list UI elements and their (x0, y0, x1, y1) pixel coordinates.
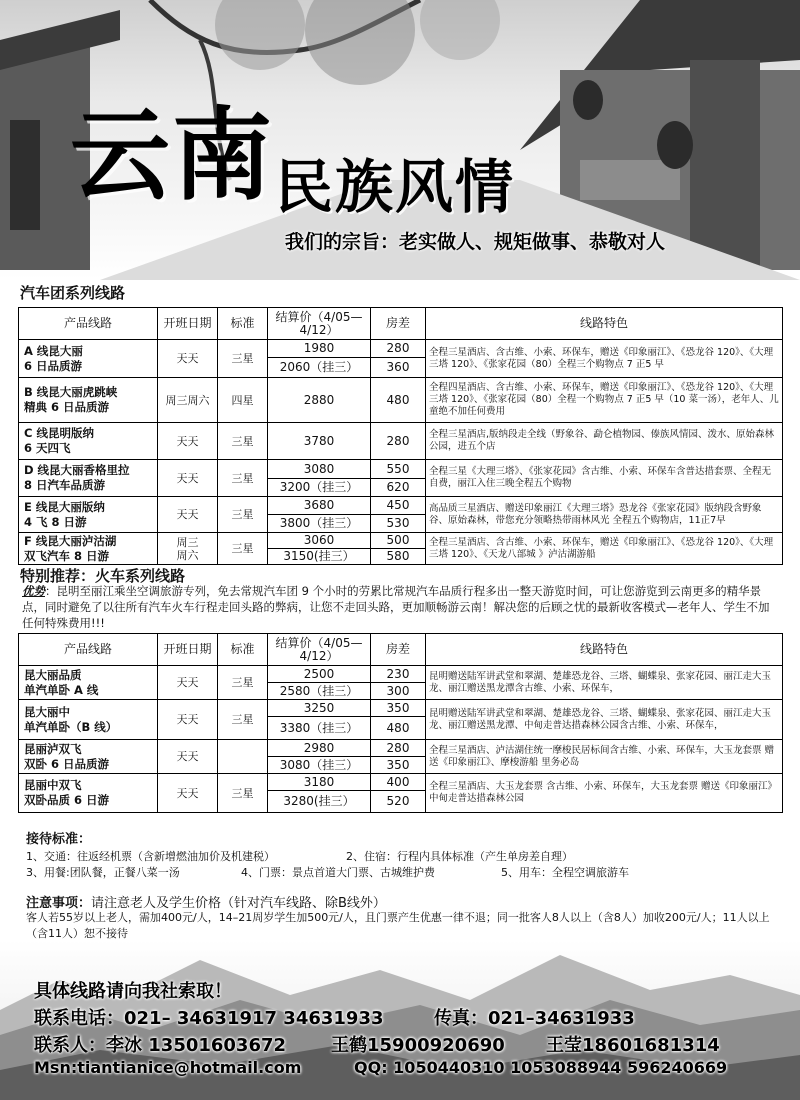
price: 3780 (268, 423, 371, 460)
table-row (19, 700, 783, 717)
col-standard: 标准 (218, 634, 268, 666)
table-row (19, 460, 783, 479)
start-date: 天天 (158, 700, 218, 740)
qq-numbers: QQ: 1050440310 1053088944 596240669 (354, 1058, 728, 1077)
room-diff: 620 (371, 479, 426, 497)
table-row (19, 497, 783, 515)
footer-mountain-banner (0, 940, 800, 1100)
room-diff: 280 (371, 423, 426, 460)
msn-address: Msn:tiantianice@hotmail.com (34, 1058, 302, 1077)
col-route: 产品线路 (19, 308, 158, 340)
price-hanging-three: 2060（挂三） (268, 358, 371, 378)
route-features: 全程四星酒店、含古维、小索、环保车，赠送《印象丽江》、《恐龙谷 120》、《大理三塔 120》、《张家花园（80）全程一个购物点 7 正5 早（10 菜一汤），老年人、儿童绝不加任何费用 (426, 378, 783, 423)
route-name: F 线昆大丽泸沽湖 双飞汽车 8 日游 (19, 533, 158, 565)
room-diff: 580 (371, 549, 426, 565)
route-name: B 线昆大丽虎跳峡 精典 6 日品质游 (19, 378, 158, 423)
price: 2980 (268, 740, 371, 757)
col-room-diff: 房差 (371, 634, 426, 666)
start-date: 天天 (158, 740, 218, 774)
price: 3250 (268, 700, 371, 717)
phone-numbers: 021– 34631917 34631933 (124, 1008, 384, 1029)
route-features: 全程三星《大理三塔》、《张家花园》含古维、小索、环保车含普达措套票、全程无自费，丽江入住三晚全程五个购物 (426, 460, 783, 497)
start-date: 天天 (158, 666, 218, 700)
standard: 三星 (218, 700, 268, 740)
bus-section-title: 汽车团系列线路 (20, 284, 126, 302)
standard: 三星 (218, 774, 268, 813)
route-name: 昆大丽品质 单汽单卧 A 线 (19, 666, 158, 700)
contact-person-line (34, 1031, 720, 1057)
col-route: 产品线路 (19, 634, 158, 666)
room-diff: 480 (371, 378, 426, 423)
start-date: 周三 周六 (158, 533, 218, 565)
route-features: 昆明赠送陆军讲武堂和翠湖、楚雄恐龙谷、三塔、蝴蝶泉、张家花园、丽江走大玉龙、丽江赠送黑龙潭含古维、小索、环保车， (426, 666, 783, 700)
route-name: 昆丽中双飞 双卧品质 6 日游 (19, 774, 158, 813)
contact-person: 王鹤15900920690 (331, 1035, 505, 1056)
col-start: 开班日期 (158, 308, 218, 340)
price: 2500 (268, 666, 371, 683)
fax-label: 传真： (434, 1008, 488, 1029)
route-features: 全程三星酒店,版纳段走全线（野象谷、勐仑植物园、傣族风情园、泼水、原始森林公园，进五个店 (426, 423, 783, 460)
standard (218, 740, 268, 774)
notes-title: 注意事项： (26, 896, 92, 911)
notes-heading (26, 892, 386, 911)
route-features: 全程三星酒店、泸沽湖住统一摩梭民居标间含古维、小索、环保车，大玉龙套票 赠送《印象丽江》、摩梭游船 里务必岛 (426, 740, 783, 774)
col-room-diff: 房差 (371, 308, 426, 340)
table-header-row (19, 308, 783, 340)
room-diff: 400 (371, 774, 426, 791)
standard-item: 5、用车：全程空调旅游车 (501, 866, 629, 879)
start-date: 天天 (158, 340, 218, 378)
room-diff: 360 (371, 358, 426, 378)
standard: 三星 (218, 666, 268, 700)
notes-body: 客人若55岁以上老人，需加400元/人，14–21周岁学生加500元/人，且门票产生优惠一律不退；同一批客人8人以上（含8人）加收200元/人；11人以上（含11人）恕不接待 (26, 911, 770, 940)
bus-route-table (18, 307, 783, 565)
room-diff: 450 (371, 497, 426, 515)
standard-item: 2、住宿：行程内具体标准（产生单房差自理） (346, 850, 573, 863)
standard: 三星 (218, 423, 268, 460)
fax-number: 021–34631933 (488, 1008, 635, 1029)
room-diff: 350 (371, 757, 426, 774)
route-name: C 线昆明版纳 6 天四飞 (19, 423, 158, 460)
price-hanging-three: 3800（挂三） (268, 515, 371, 533)
price: 2880 (268, 378, 371, 423)
online-contact-line (34, 1058, 727, 1077)
train-section-title: 特别推荐：火车系列线路 (20, 567, 186, 585)
col-price: 结算价（4/05—4/12） (268, 308, 371, 340)
start-date: 天天 (158, 497, 218, 533)
room-diff: 280 (371, 340, 426, 358)
price-hanging-three: 2580（挂三） (268, 683, 371, 700)
price-hanging-three: 3080（挂三） (268, 757, 371, 774)
room-diff: 550 (371, 460, 426, 479)
col-price: 结算价（4/05—4/12） (268, 634, 371, 666)
price-hanging-three: 3200（挂三） (268, 479, 371, 497)
standard: 三星 (218, 460, 268, 497)
route-name: E 线昆大丽版纳 4 飞 8 日游 (19, 497, 158, 533)
room-diff: 530 (371, 515, 426, 533)
price: 3060 (268, 533, 371, 549)
col-standard: 标准 (218, 308, 268, 340)
room-diff: 350 (371, 700, 426, 717)
start-date: 周三周六 (158, 378, 218, 423)
table-row (19, 340, 783, 358)
price: 1980 (268, 340, 371, 358)
route-name: D 线昆大丽香格里拉 8 日汽车品质游 (19, 460, 158, 497)
contact-person-label: 联系人： (34, 1035, 106, 1056)
standard-item: 3、用餐:团队餐，正餐八菜一汤 (26, 866, 180, 879)
standard: 三星 (218, 497, 268, 533)
room-diff: 520 (371, 791, 426, 813)
table-row (19, 533, 783, 549)
room-diff: 300 (371, 683, 426, 700)
route-name: 昆大丽中 单汽单卧（B 线） (19, 700, 158, 740)
standard: 四星 (218, 378, 268, 423)
price: 3080 (268, 460, 371, 479)
reception-standards-title: 接待标准： (26, 832, 92, 847)
route-features: 全程三星酒店、含古维、小索、环保车，赠送《印象丽江》、《恐龙谷 120》、《大理三塔 120》、《张家花园（80）全程三个购物点 7 正5 早 (426, 340, 783, 378)
route-features: 全程三星酒店、大玉龙套票 含古维、小索、环保车，大玉龙套票 赠送《印象丽江》中甸走普达措森林公园 (426, 774, 783, 813)
room-diff: 230 (371, 666, 426, 683)
price-hanging-three: 3280(挂三） (268, 791, 371, 813)
price: 3180 (268, 774, 371, 791)
route-features: 昆明赠送陆军讲武堂和翠湖、楚雄恐龙谷、三塔、蝴蝶泉、张家花园、丽江走大玉龙、丽江赠送黑龙潭、中甸走普达措森林公园含古维、小索、环保车， (426, 700, 783, 740)
price: 3680 (268, 497, 371, 515)
standards-line-2 (26, 864, 629, 880)
title-ethnic-style: 民族风情 (275, 153, 516, 221)
price-hanging-three: 3150(挂三） (268, 549, 371, 565)
start-date: 天天 (158, 423, 218, 460)
room-diff: 280 (371, 740, 426, 757)
col-start: 开班日期 (158, 634, 218, 666)
start-date: 天天 (158, 460, 218, 497)
phone-line (34, 1004, 635, 1030)
col-features: 线路特色 (426, 308, 783, 340)
train-advantage-text (22, 583, 777, 631)
notes-title-rest: 请注意老人及学生价格（针对汽车线路、除B线外） (91, 896, 386, 911)
hero-banner (0, 0, 800, 280)
standards-line-1 (26, 848, 573, 864)
table-row (19, 378, 783, 423)
train-route-table (18, 633, 783, 813)
phone-label: 联系电话： (34, 1008, 124, 1029)
request-line: 具体线路请向我社索取！ (34, 981, 232, 1002)
standard-item: 1、交通：往返经机票（含新增燃油加价及机建税） (26, 850, 275, 863)
company-motto: 我们的宗旨：老实做人、规矩做事、恭敬对人 (285, 231, 666, 253)
advantage-label: 优势 (22, 584, 45, 598)
title-yunnan: 云南 (70, 96, 274, 214)
standard: 三星 (218, 533, 268, 565)
standard: 三星 (218, 340, 268, 378)
table-row (19, 740, 783, 757)
table-header-row (19, 634, 783, 666)
col-features: 线路特色 (426, 634, 783, 666)
table-row (19, 423, 783, 460)
standard-item: 4、门票：景点首道大门票、古城维护费 (241, 866, 435, 879)
contact-person: 李冰 13501603672 (106, 1035, 287, 1056)
room-diff: 480 (371, 717, 426, 740)
table-row (19, 774, 783, 791)
contact-person: 王莹18601681314 (546, 1035, 720, 1056)
table-row (19, 666, 783, 683)
route-name: A 线昆大丽 6 日品质游 (19, 340, 158, 378)
advantage-body: ：昆明至丽江乘坐空调旅游专列，免去常规汽车团 9 个小时的劳累比常规汽车品质行程多出一整天游览时间，可让您游览到云南更多的精华景点，同时避免了以往所有汽车火车行程走回头路的弊病，让您不走回头路，更加顺畅游云南！解决您的后顾之忧的最新收客模式—老年人、学生不加任何特殊费用!!! (22, 584, 770, 630)
route-features: 高品质三星酒店、赠送印象丽江《大理三塔》恐龙谷《张家花园》版纳段含野象谷、原始森林，带您充分领略热带雨林风光 全程五个购物店，11正7早 (426, 497, 783, 533)
route-features: 全程三星酒店、含古维、小索、环保车，赠送《印象丽江》、《恐龙谷 120》、《大理三塔 120》、《天龙八部城 》泸沽湖游船 (426, 533, 783, 565)
room-diff: 500 (371, 533, 426, 549)
start-date: 天天 (158, 774, 218, 813)
route-name: 昆丽泸双飞 双卧 6 日品质游 (19, 740, 158, 774)
price-hanging-three: 3380（挂三） (268, 717, 371, 740)
